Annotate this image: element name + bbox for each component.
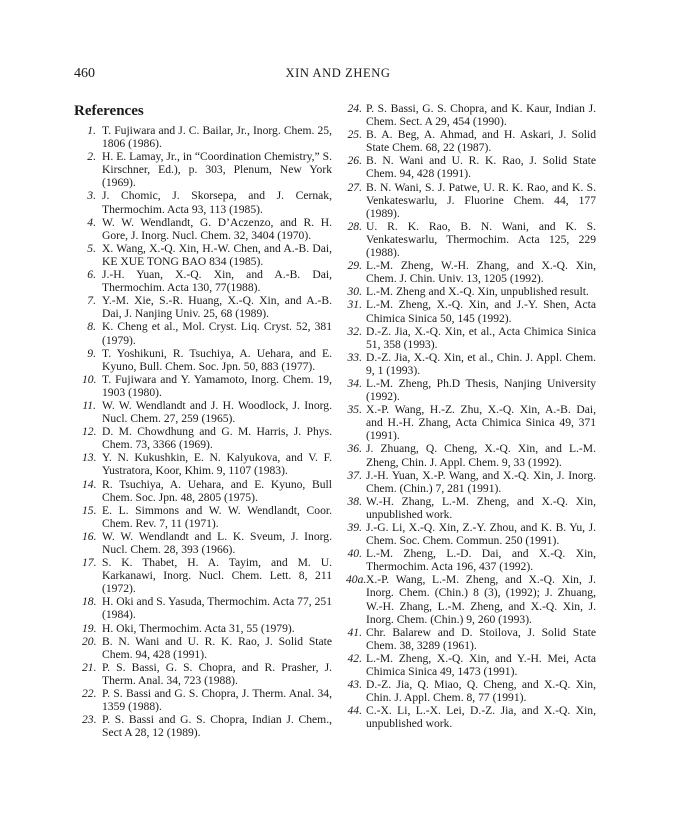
reference-text: B. N. Wani and U. R. K. Rao, J. Solid State Chem. 94, 428 (1991). — [366, 154, 596, 181]
reference-text: P. S. Bassi and G. S. Chopra, Indian J. Chem., Sect A 28, 12 (1989). — [102, 713, 332, 740]
reference-text: T. Yoshikuni, R. Tsuchiya, A. Uehara, and E. Kyuno, Bull. Chem. Soc. Jpn. 50, 883 (1977). — [102, 346, 332, 373]
reference-entry — [346, 403, 596, 442]
reference-number: 43. — [347, 678, 362, 692]
reference-entry — [346, 521, 596, 547]
reference-number: 11. — [82, 398, 96, 412]
reference-text: B. N. Wani and U. R. K. Rao, J. Solid State Chem. 94, 428 (1991). — [102, 634, 332, 661]
reference-text: E. L. Simmons and W. W. Wendlandt, Coor. Chem. Rev. 7, 11 (1971). — [102, 503, 332, 530]
reference-number: 10. — [82, 372, 97, 386]
references-column-left — [82, 124, 332, 739]
reference-entry — [82, 294, 332, 320]
reference-entry — [82, 622, 332, 635]
reference-number: 18. — [82, 595, 97, 609]
reference-entry — [346, 102, 596, 128]
reference-entry — [346, 704, 596, 730]
reference-text: D.-Z. Jia, X.-Q. Xin, et al., Chin. J. Appl. Chem. 9, 1 (1993). — [366, 350, 596, 377]
reference-text: L.-M. Zheng, W.-H. Zhang, and X.-Q. Xin, Chem. J. Chin. Univ. 13, 1205 (1992). — [366, 259, 596, 286]
reference-text: X.-P. Wang, H.-Z. Zhu, X.-Q. Xin, A.-B. Dai, and H.-H. Zhang, Acta Chimica Sinica 49, 371 (1991). — [366, 403, 596, 443]
reference-text: P. S. Bassi, G. S. Chopra, and K. Kaur, Indian J. Chem. Sect. A 29, 454 (1990). — [366, 102, 596, 129]
reference-text: J. Chomic, J. Skorsepa, and J. Cernak, Thermochim. Acta 93, 113 (1985). — [102, 189, 332, 216]
reference-text: K. Cheng et al., Mol. Cryst. Liq. Cryst. 52, 381 (1979). — [102, 320, 332, 347]
reference-text: B. N. Wani, S. J. Patwe, U. R. K. Rao, and K. S. Venkateswarlu, J. Fluorine Chem. 44, 177 (1989). — [366, 180, 596, 220]
reference-text: D.-Z. Jia, Q. Miao, Q. Cheng, and X.-Q. Xin, Chin. J. Appl. Chem. 8, 77 (1991). — [366, 678, 596, 705]
reference-entry — [346, 154, 596, 180]
reference-number: 9. — [87, 346, 96, 360]
reference-text: Y.-M. Xie, S.-R. Huang, X.-Q. Xin, and A.-B. Dai, J. Nanjing Univ. 25, 68 (1989). — [102, 294, 332, 321]
reference-entry — [82, 373, 332, 399]
reference-number: 41. — [347, 625, 362, 639]
reference-number: 38. — [347, 494, 362, 508]
reference-number: 17. — [82, 556, 97, 570]
reference-entry — [82, 150, 332, 189]
reference-number: 33. — [347, 350, 362, 364]
reference-number: 25. — [347, 128, 362, 142]
reference-number: 31. — [347, 298, 362, 312]
reference-number: 12. — [82, 425, 97, 439]
reference-text: J.-H. Yuan, X.-Q. Xin, and A.-B. Dai, Thermochim. Acta 130, 77(1988). — [102, 268, 332, 295]
reference-text: P. S. Bassi, G. S. Chopra, and R. Prasher, J. Therm. Anal. 34, 723 (1988). — [102, 660, 332, 687]
reference-entry — [82, 320, 332, 346]
reference-number: 21. — [82, 660, 97, 674]
reference-text: W. W. Wendlandt, G. D’Aczenzo, and R. H. Gore, J. Inorg. Nucl. Chem. 32, 3404 (1970). — [102, 215, 332, 242]
reference-entry — [346, 351, 596, 377]
reference-text: S. K. Thabet, H. A. Tayim, and M. U. Karkanawi, Inorg. Nucl. Chem. Lett. 8, 211 (1972). — [102, 556, 332, 596]
reference-text: L.-M. Zheng, Ph.D Thesis, Nanjing University (1992). — [366, 376, 596, 404]
reference-text: T. Fujiwara and J. C. Bailar, Jr., Inorg. Chem. 25, 1806 (1986). — [102, 124, 332, 151]
reference-text: J.-G. Li, X.-Q. Xin, Z.-Y. Zhou, and K. B. Yu, J. Chem. Soc. Chem. Commun. 250 (1991). — [366, 521, 596, 548]
page-number: 460 — [74, 66, 95, 81]
reference-entry — [82, 635, 332, 661]
reference-text: L.-M. Zheng and X.-Q. Xin, unpublished result. — [366, 285, 589, 299]
reference-number: 44. — [347, 704, 362, 718]
reference-number: 1. — [87, 124, 96, 137]
reference-number: 35. — [347, 403, 362, 417]
reference-text: J. Zhuang, Q. Cheng, X.-Q. Xin, and L.-M. Zheng, Chin. J. Appl. Chem. 9, 33 (1992). — [366, 442, 596, 469]
reference-number: 27. — [347, 180, 362, 194]
reference-number: 3. — [87, 189, 96, 203]
reference-text: L.-M. Zheng, X.-Q. Xin, and Y.-H. Mei, Acta Chimica Sinica 49, 1473 (1991). — [366, 651, 596, 679]
reference-text: P. S. Bassi and G. S. Chopra, J. Therm. Anal. 34, 1359 (1988). — [102, 687, 332, 714]
reference-text: U. R. K. Rao, B. N. Wani, and K. S. Venkateswarlu, Thermochim. Acta 125, 229 (1988). — [366, 219, 596, 260]
reference-number: 13. — [82, 451, 97, 465]
reference-number: 39. — [347, 521, 362, 534]
reference-number: 7. — [87, 294, 96, 308]
reference-entry — [346, 259, 596, 285]
reference-text: L.-M. Zheng, X.-Q. Xin, and J.-Y. Shen, Acta Chimica Sinica 50, 145 (1992). — [366, 298, 596, 325]
reference-text: T. Fujiwara and Y. Yamamoto, Inorg. Chem. 19, 1903 (1980). — [102, 372, 332, 399]
reference-number: 19. — [82, 621, 97, 635]
reference-entry — [82, 504, 332, 530]
reference-entry — [82, 530, 332, 556]
reference-number: 24. — [347, 102, 362, 115]
reference-entry — [82, 595, 332, 621]
reference-entry — [346, 678, 596, 704]
reference-text: Chr. Balarew and D. Stoilova, J. Solid State Chem. 38, 3289 (1961). — [366, 625, 596, 652]
reference-text: X.-P. Wang, L.-M. Zheng, and X.-Q. Xin, J. Inorg. Chem. (Chin.) 8 (3), (1992); J. Zhuang, W.-H. Zhang, L.-M. Zheng, and X.-Q. Xin, J. Inorg. Chem. (Chin.) 9, 260 (1993). — [366, 573, 596, 626]
reference-entry — [82, 268, 332, 294]
reference-number: 6. — [87, 268, 96, 282]
reference-number: 5. — [87, 241, 96, 255]
reference-text: L.-M. Zheng, L.-D. Dai, and X.-Q. Xin, Thermochim. Acta 196, 437 (1992). — [366, 547, 596, 574]
reference-number: 22. — [82, 687, 97, 701]
references-heading: References — [74, 103, 144, 119]
reference-number: 16. — [82, 529, 97, 543]
reference-entry — [82, 451, 332, 477]
reference-number: 23. — [82, 713, 97, 727]
reference-text: R. Tsuchiya, A. Uehara, and E. Kyuno, Bull Chem. Soc. Jpn. 48, 2805 (1975). — [102, 477, 332, 504]
reference-text: B. A. Beg, A. Ahmad, and H. Askari, J. Solid State Chem. 68, 22 (1987). — [366, 128, 596, 155]
reference-number: 4. — [87, 215, 96, 229]
reference-entry — [82, 399, 332, 425]
reference-number: 32. — [347, 324, 362, 338]
reference-number: 15. — [82, 503, 97, 517]
reference-entry — [346, 298, 596, 324]
reference-entry — [82, 661, 332, 687]
reference-entry — [82, 189, 332, 215]
reference-entry — [82, 687, 332, 713]
reference-entry — [346, 285, 596, 298]
running-head: XIN AND ZHENG — [285, 66, 391, 80]
reference-number: 40. — [347, 547, 362, 561]
reference-text: D.-Z. Jia, X.-Q. Xin, et al., Acta Chimica Sinica 51, 358 (1993). — [366, 324, 596, 351]
reference-text: Y. N. Kukushkin, E. N. Kalyukova, and V. F. Yustratora, Koor, Khim. 9, 1107 (1983). — [102, 451, 332, 478]
reference-entry — [82, 713, 332, 739]
reference-text: D. M. Chowdhung and G. M. Harris, J. Phys. Chem. 73, 3366 (1969). — [102, 425, 332, 452]
reference-entry — [346, 547, 596, 573]
reference-entry — [82, 478, 332, 504]
reference-entry — [346, 652, 596, 678]
reference-number: 42. — [347, 651, 362, 665]
reference-entry — [346, 128, 596, 154]
reference-number: 14. — [82, 477, 97, 491]
reference-text: X. Wang, X.-Q. Xin, H.-W. Chen, and A.-B. Dai, KE XUE TONG BAO 834 (1985). — [102, 241, 332, 268]
reference-entry — [346, 573, 596, 625]
reference-number: 8. — [87, 320, 96, 334]
reference-text: H. Oki and S. Yasuda, Thermochim. Acta 77, 251 (1984). — [102, 595, 332, 622]
reference-entry — [82, 556, 332, 595]
reference-number: 30. — [347, 285, 362, 299]
reference-entry — [346, 377, 596, 403]
reference-entry — [346, 442, 596, 468]
reference-entry — [346, 626, 596, 652]
reference-number: 2. — [87, 150, 96, 164]
reference-text: H. Oki, Thermochim. Acta 31, 55 (1979). — [102, 621, 295, 635]
reference-number: 34. — [347, 376, 362, 390]
reference-entry — [82, 124, 332, 150]
reference-entry — [346, 181, 596, 220]
reference-entry — [82, 347, 332, 373]
reference-number: 40a. — [346, 573, 367, 587]
reference-number: 36. — [347, 442, 362, 456]
reference-entry — [82, 242, 332, 268]
reference-number: 20. — [82, 634, 97, 648]
references-column-right — [346, 102, 596, 731]
reference-number: 26. — [347, 154, 362, 168]
reference-number: 29. — [347, 259, 362, 273]
reference-text: H. E. Lamay, Jr., in “Coordination Chemistry,” S. Kirschner, Ed.), p. 303, Plenum, New York (1969). — [102, 150, 332, 190]
reference-entry — [346, 495, 596, 521]
reference-text: W. W. Wendlandt and J. H. Woodlock, J. Inorg. Nucl. Chem. 27, 259 (1965). — [102, 398, 332, 426]
reference-entry — [346, 220, 596, 259]
reference-text: W. W. Wendlandt and L. K. Sveum, J. Inorg. Nucl. Chem. 28, 393 (1966). — [102, 529, 332, 556]
reference-text: J.-H. Yuan, X.-P. Wang, and X.-Q. Xin, J. Inorg. Chem. (Chin.) 7, 281 (1991). — [366, 468, 596, 495]
reference-text: C.-X. Li, L.-X. Lei, D.-Z. Jia, and X.-Q. Xin, unpublished work. — [366, 704, 596, 731]
reference-number: 37. — [347, 468, 362, 482]
reference-entry — [346, 469, 596, 495]
reference-entry — [346, 325, 596, 351]
reference-text: W.-H. Zhang, L.-M. Zheng, and X.-Q. Xin, unpublished work. — [366, 494, 596, 521]
reference-entry — [82, 425, 332, 451]
reference-entry — [82, 216, 332, 242]
reference-number: 28. — [347, 219, 362, 233]
